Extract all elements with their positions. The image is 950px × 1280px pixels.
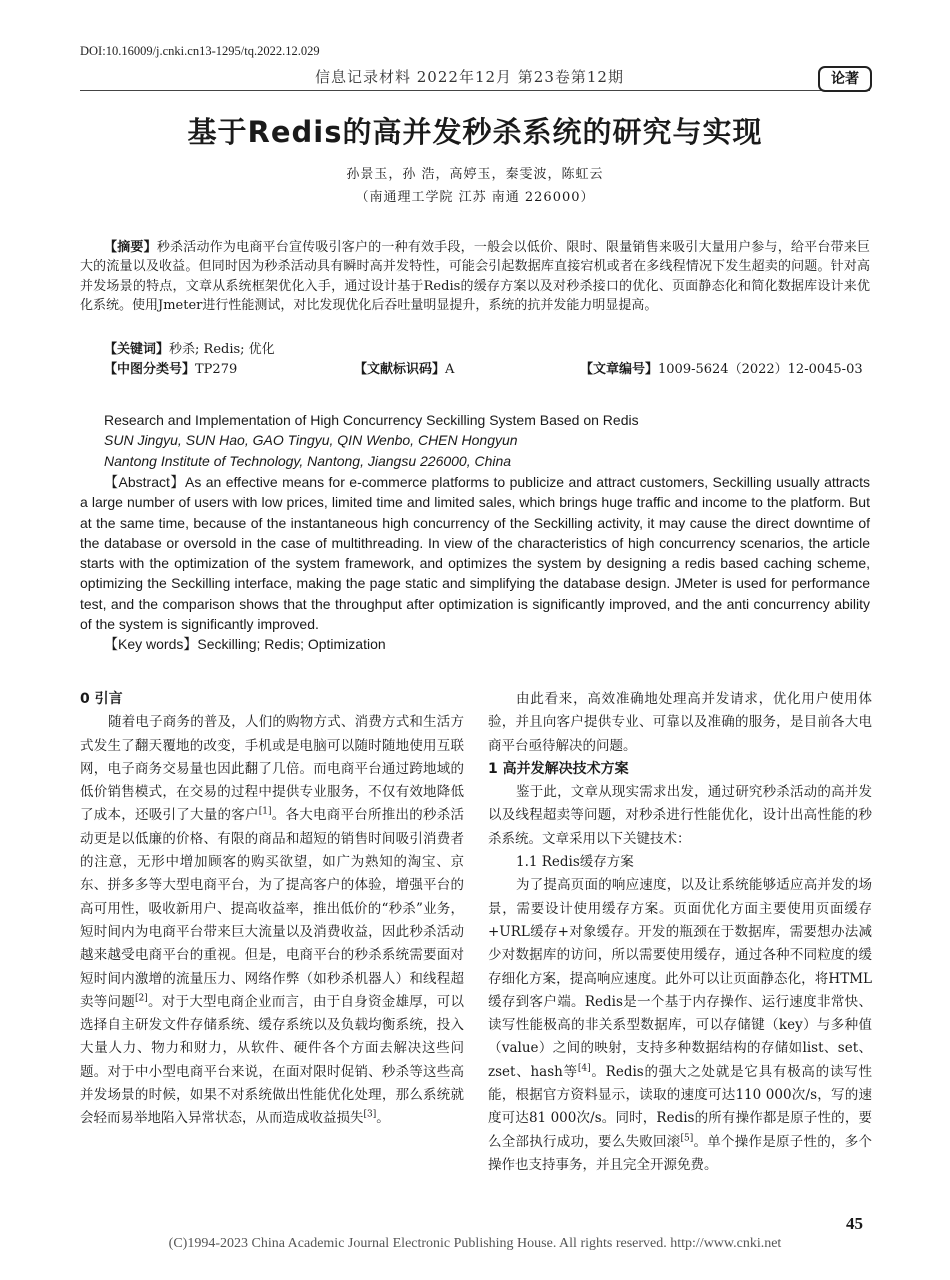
keywords-cn <box>104 338 275 357</box>
article-number: 【文章编号】1009-5624（2022）12-0045-03 <box>580 362 863 377</box>
section-heading-1: 1 高并发解决技术方案 <box>488 760 629 777</box>
abstract-cn-text: 秒杀活动作为电商平台宣传吸引客户的一种有效手段，一般会以低价、限时、限量销售来吸引大量用户参与，给平台带来巨大的流量以及收益。但同时因为秒杀活动具有瞬时高并发特性，可能会引起数据库直接宕机或者在多线程情况下发生超卖的问题。针对高并发场景的特点，文章从系统框架优化入手，通过设计基于Redis的缓存方案以及对秒杀接口的优化、页面静态化和简化数据库设计来优化系统。使用Jmeter进行性能测试，对比发现优化后吞吐量明显提升，系统的抗并发能力明显提高。 <box>80 240 870 313</box>
section-badge: 论著 <box>818 66 872 92</box>
class-number: 【中图分类号】TP279 <box>104 362 238 377</box>
paragraph: 由此看来，高效准确地处理高并发请求，优化用户使用体验，并且向客户提供专业、可靠以及准确的服务，是目前各大电商平台亟待解决的问题。 <box>488 691 872 754</box>
citation: [3] <box>363 1109 377 1120</box>
keywords-cn-label: 【关键词】 <box>104 342 170 357</box>
journal-issue-line: 信息记录材料 2022年12月 第23卷第12期 <box>315 68 624 86</box>
header-rule <box>80 90 870 91</box>
paragraph: 鉴于此，文章从现实需求出发，通过研究秒杀活动的高并发以及线程超卖等问题，对秒杀进行性能优化，设计出高性能的秒杀系统。文章采用以下关键技术： <box>488 784 872 847</box>
affiliation: （南通理工学院 江苏 南通 226000） <box>355 190 595 205</box>
copyright-footer: (C)1994-2023 China Academic Journal Electronic Publishing House. All rights reserved. http://www.cnki.net <box>168 1236 782 1251</box>
english-affiliation: Nantong Institute of Technology, Nantong, Jiangsu 226000, China <box>104 453 512 469</box>
english-title: Research and Implementation of High Concurrency Seckilling System Based on Redis <box>104 412 639 428</box>
paragraph: 随着电子商务的普及，人们的购物方式、消费方式和生活方式发生了翻天覆地的改变，手机或是电脑可以随时随地使用互联网，电子商务交易量也因此翻了几倍。而电商平台通过跨地域的低价销售模式，在交易的过程中提供专业服务，不仅有效地降低了成本，还吸引了大量的客户[1]。各大电商平台所推出的秒杀活动更是以低廉的价格、有限的商品和超短的销售时间吸引消费者的注意，无形中增加顾客的购买欲望，如广为熟知的淘宝、京东、拼多多等大型电商平台，为了提高客户的体验，增强平台的高可用性，吸收新用户、提高收益率，推出低价的“秒杀”业务，短时间内为电商平台带来巨大流量以及消费收益，因此秒杀活动越来越受电商平台的重视。但是，电商平台的秒杀系统需要面对短时间内激增的流量压力、网络作弊（如秒杀机器人）和线程超卖等问题[2]。对于大型电商企业而言，由于自身资金雄厚，可以选择自主研发文件存储系统、缓存系统以及负载均衡系统，投入大量人力、物力和财力，从软件、硬件各个方面去解决这些问题。对于中小型电商平台来说，在面对限时促销、秒杀等这些高并发场景的时候，如果不对系统做出性能优化处理，那么系统就会轻而易举地陷入异常状态，从而造成收益损失[3]。 <box>80 714 464 1127</box>
abstract-en-text: As an effective means for e-commerce platforms to publicize and attract customers, Seckilling usually attracts a large number of users with low prices, limited time and limited sales, which brings huge traffic and income to the platform. But at the same time, because of the instantaneous high concurrency of the Seckilling activity, it may cause the direct downtime of the database or oversold in the case of multithreading. In view of the characteristics of high concurrency scenarios, the article starts with the optimization of the system framework, and optimizes the system by designing a redis based caching scheme, optimizing the Seckilling interface, making the page static and simplifying the database design. JMeter is used for performance test, and the comparison shows that the throughput after optimization is significantly improved, and the anti concurrency ability of the system is significantly improved. <box>80 474 871 633</box>
citation: [5] <box>680 1133 694 1144</box>
citation: [4] <box>577 1063 591 1074</box>
doc-code: 【文献标识码】A <box>354 362 455 377</box>
citation: [2] <box>135 993 148 1004</box>
english-authors: SUN Jingyu, SUN Hao, GAO Tingyu, QIN Wenbo, CHEN Hongyun <box>104 432 518 448</box>
page-number: 45 <box>846 1214 863 1233</box>
paper-title: 基于Redis的高并发秒杀系统的研究与实现 <box>187 115 763 149</box>
keywords-en-label: 【Key words】 <box>104 636 198 652</box>
keywords-en <box>104 634 386 654</box>
abstract-cn <box>80 238 870 315</box>
citation: [1] <box>258 806 272 817</box>
keywords-cn-text: 秒杀; Redis; 优化 <box>169 342 275 357</box>
keywords-en-text: Seckilling; Redis; Optimization <box>197 636 386 652</box>
section-heading-intro: 0 引言 <box>80 691 123 707</box>
doi: DOI:10.16009/j.cnki.cn13-1295/tq.2022.12.029 <box>80 44 320 58</box>
abstract-en <box>80 472 870 634</box>
abstract-en-label: 【Abstract】 <box>104 474 185 490</box>
body-left-column <box>80 688 464 1131</box>
paragraph: 为了提高页面的响应速度，以及让系统能够适应高并发的场景，需要设计使用缓存方案。页面优化方面主要使用页面缓存+URL缓存+对象缓存。开发的瓶颈在于数据库，需要想办法减少对数据库的访问，所以需要使用缓存，通过各种不同粒度的缓存细化方案，提高响应速度。此外可以让页面静态化，将HTML缓存到客户端。Redis是一个基于内存操作、运行速度非常快、读写性能极高的非关系型数据库，可以存储键（key）与多种值（value）之间的映射，支持多种数据结构的存储如list、set、zset、hash等[4]。Redis的强大之处就是它具有极高的读写性能，根据官方资料显示，读取的速度可达110 000次/s，写的速度可达81 000次/s。同时，Redis的所有操作都是原子性的，要么全部执行成功，要么失败回滚[5]。单个操作是原子性的，多个操作也支持事务，并且完全开源免费。 <box>488 877 872 1173</box>
authors: 孙景玉，孙 浩，高婷玉，秦雯波，陈虹云 <box>346 167 604 182</box>
abstract-cn-label: 【摘要】 <box>104 240 157 255</box>
body-right-column <box>488 688 872 1177</box>
subsection-heading-1-1: 1.1 Redis缓存方案 <box>516 854 634 871</box>
